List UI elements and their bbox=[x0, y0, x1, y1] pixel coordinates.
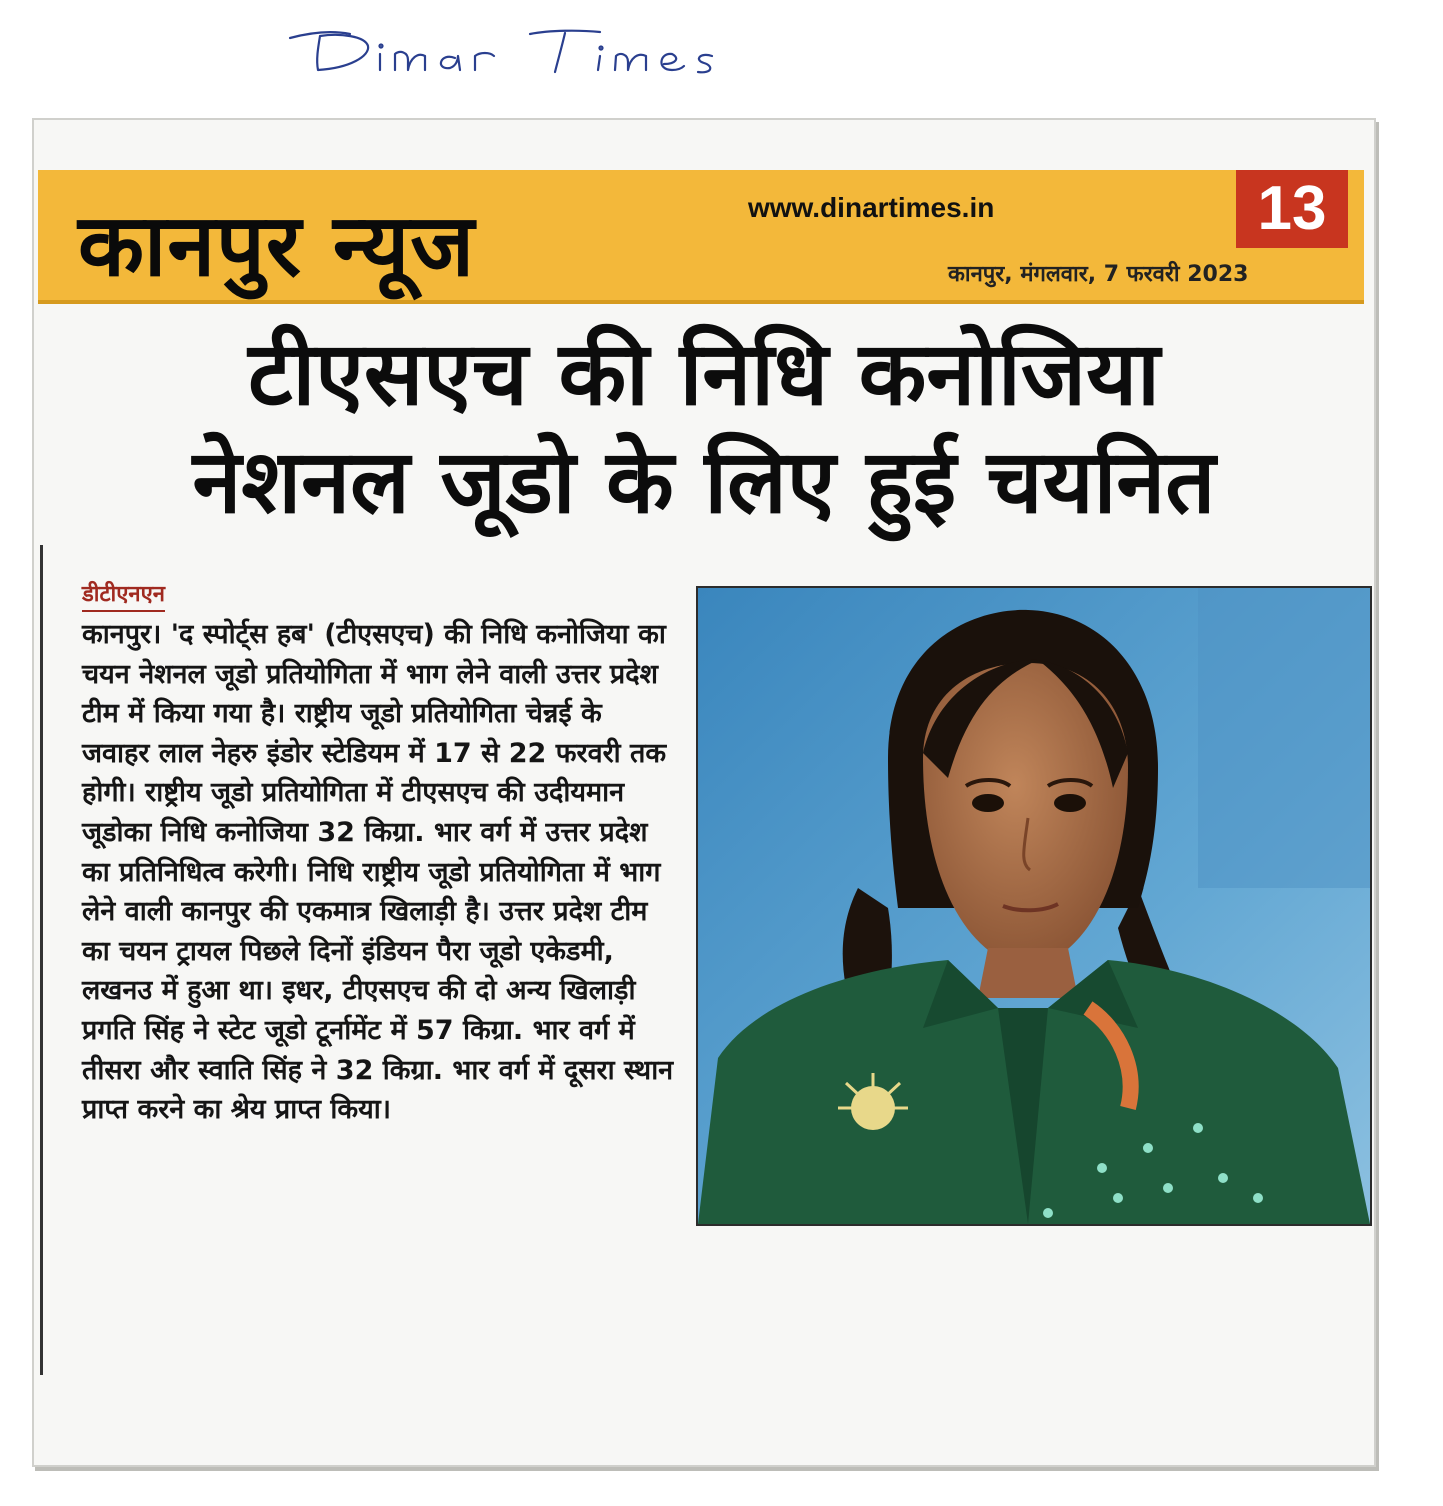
girl-portrait-image bbox=[698, 588, 1370, 1224]
masthead-band bbox=[38, 170, 1364, 304]
dateline: कानपुर, मंगलवार, 7 फरवरी 2023 bbox=[948, 262, 1249, 287]
handwritten-label bbox=[280, 18, 750, 78]
newspaper-clipping bbox=[32, 118, 1376, 1467]
headline-line-2: नेशनल जूडो के लिए हुई चयनित bbox=[192, 430, 1216, 533]
page-number-badge: 13 bbox=[1236, 170, 1348, 248]
headline-line-1: टीएसएच की निधि कनोजिया bbox=[248, 322, 1160, 425]
section-title: कानपुर न्यूज bbox=[78, 196, 476, 296]
article-body: कानपुर। 'द स्पोर्ट्स हब' (टीएसएच) की निधि कनोजिया का चयन नेशनल जूडो प्रतियोगिता में भाग लेने वाली उत्तर प्रदेश टीम में किया गया है। राष्ट्रीय जूडो प्रतियोगिता चेन्नई के जवाहर लाल नेहरु इंडोर स्टेडियम में 17 से 22 फरवरी तक होगी। राष्ट्रीय जूडो प्रतियोगिता में टीएसएच की उदीयमान जूडोका निधि कनोजिया 32 किग्रा. भार वर्ग में उत्तर प्रदेश का प्रतिनिधित्व करेगी। निधि राष्ट्रीय जूडो प्रतियोगिता में भाग लेने वाली कानपुर की एकमात्र खिलाड़ी है। उत्तर प्रदेश टीम का चयन ट्रायल पिछले दिनों इंडियन पैरा जूडो एकेडमी, लखनउ में हुआ था। इधर, टीएसएच की दो अन्य खिलाड़ी प्रगति सिंह ने स्टेट जूडो टूर्नामेंट में 57 किग्रा. भार वर्ग में तीसरा और स्वाति सिंह ने 32 किग्रा. भार वर्ग में दूसरा स्थान प्राप्त करने का श्रेय प्राप्त किया। bbox=[82, 619, 674, 1126]
column-rule bbox=[40, 545, 43, 1375]
article-photo bbox=[696, 586, 1372, 1226]
website-url: www.dinartimes.in bbox=[748, 192, 995, 223]
headline bbox=[34, 320, 1374, 536]
byline: डीटीएनएन bbox=[82, 578, 165, 612]
